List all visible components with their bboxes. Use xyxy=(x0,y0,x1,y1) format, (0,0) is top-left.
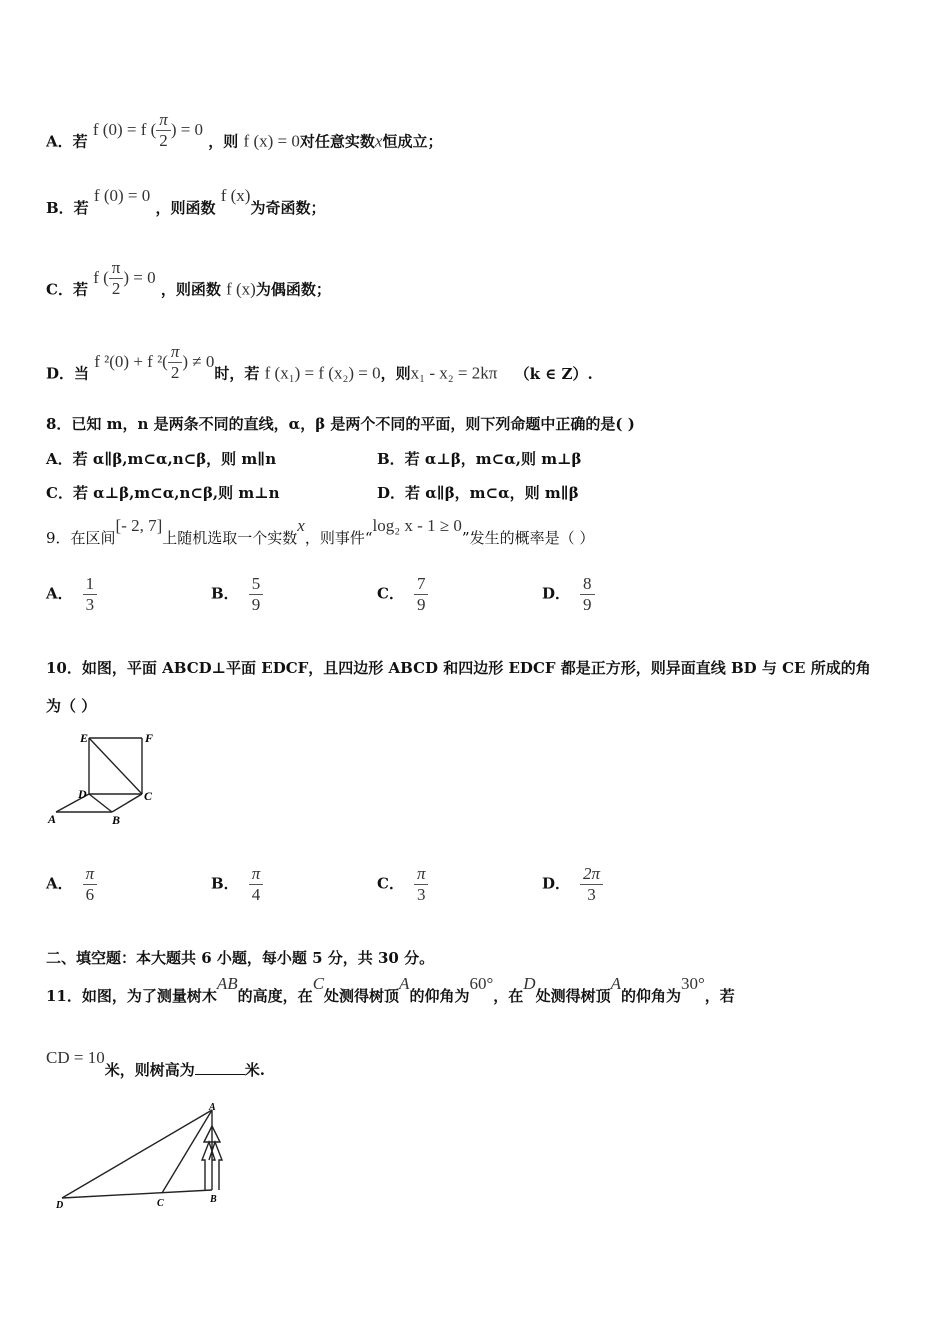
answer-blank[interactable] xyxy=(195,1060,245,1075)
denominator: 2 xyxy=(159,131,168,150)
text: 11．如图，为了测量树木 xyxy=(46,987,217,1005)
fraction xyxy=(156,110,171,151)
text: 的高度，在 xyxy=(237,987,313,1005)
math-expr: log₂ x - 1 ≥ 0 xyxy=(372,516,462,535)
text: 为奇函数； xyxy=(250,199,326,217)
math-expr: f (0) = 0 xyxy=(93,186,151,205)
q9-option-c xyxy=(377,574,428,615)
math-var: AB xyxy=(216,974,238,993)
numerator: 1 xyxy=(83,574,98,595)
section-heading: 二、填空题：本大题共 6 小题，每小题 5 分，共 30 分。 xyxy=(46,949,435,967)
line-db xyxy=(62,1190,212,1198)
text: 时，若 xyxy=(214,364,260,383)
numerator: π xyxy=(414,864,429,885)
math-expr: CD = 10 xyxy=(46,1048,105,1067)
q8-option-a: A．若 α∥β,m⊂α,n⊂β，则 m∥n xyxy=(46,450,277,468)
fraction xyxy=(168,342,183,383)
q10-stem-line1: 10．如图，平面 ABCD⊥平面 EDCF，且四边形 ABCD 和四边形 EDCF 都是正方形，则异面直线 BD 与 CE 所成的角 xyxy=(46,659,871,677)
math-expr: x₁ - x₂ = 2kπ xyxy=(410,363,498,383)
fraction xyxy=(580,864,603,905)
text: 处测得树顶 xyxy=(535,987,611,1005)
math-expr: f ( xyxy=(93,267,109,287)
numerator: 2π xyxy=(580,864,603,885)
text: ，则事件“ xyxy=(304,529,373,547)
label-f: F xyxy=(145,731,154,745)
denominator: 6 xyxy=(85,885,95,904)
q11-stem-line1 xyxy=(46,974,735,1006)
math-expr: f (x) = 0 xyxy=(243,131,300,151)
denominator: 3 xyxy=(85,595,95,614)
denominator: 2 xyxy=(111,279,121,298)
text: 的仰角为 xyxy=(409,987,470,1005)
q8-option-d: D．若 α∥β，m⊂α，则 m∥β xyxy=(377,484,579,502)
q10-option-c xyxy=(377,864,428,905)
q7-option-d xyxy=(46,342,593,395)
math-var: x xyxy=(297,516,305,535)
fraction xyxy=(414,574,429,615)
label-b: B xyxy=(210,1194,217,1205)
q9-option-a xyxy=(46,574,97,615)
math-expr: ) = 0 xyxy=(170,119,204,139)
fraction xyxy=(414,864,429,905)
math-expr: f (x) xyxy=(226,279,256,299)
fraction xyxy=(249,574,264,615)
q7-option-b xyxy=(46,186,326,218)
option-label: B．若 xyxy=(46,199,89,217)
numerator: π xyxy=(83,864,98,885)
q10-option-a xyxy=(46,864,97,905)
math-expr: f (x₁) = f (x₂) = 0 xyxy=(264,363,381,383)
q7-option-a xyxy=(46,110,443,163)
denominator: 3 xyxy=(587,885,596,904)
math-expr: [- 2, 7] xyxy=(115,516,163,535)
label-a: A xyxy=(48,812,57,826)
option-label: A．若 xyxy=(46,132,88,151)
numerator: π xyxy=(168,342,183,363)
text: 恒成立； xyxy=(382,132,443,151)
denominator: 9 xyxy=(583,595,592,614)
text: ，则函数 xyxy=(160,280,221,299)
text: ，在 xyxy=(493,987,524,1005)
edge-ec xyxy=(89,738,142,794)
math-expr: f (0) = f ( xyxy=(92,119,157,139)
denominator: 4 xyxy=(251,885,261,904)
math-var: C xyxy=(312,974,325,993)
label-a: A xyxy=(209,1102,216,1113)
q9-stem xyxy=(46,516,595,548)
math-expr: 60° xyxy=(469,974,494,993)
fraction xyxy=(109,258,124,299)
text: 米. xyxy=(244,1061,265,1079)
math-var: D xyxy=(523,974,536,993)
denominator: 2 xyxy=(170,363,180,382)
q9-option-b xyxy=(211,574,263,615)
line-da xyxy=(62,1110,212,1198)
math-expr: ) = 0 xyxy=(123,267,156,287)
text: ，若 xyxy=(704,987,735,1005)
math-expr: ) ≠ 0 xyxy=(182,351,215,371)
q8-option-c: C．若 α⊥β,m⊂α,n⊂β,则 m⊥n xyxy=(46,484,280,502)
numerator: 7 xyxy=(414,574,429,595)
label-d: D xyxy=(56,1200,64,1211)
fraction xyxy=(580,574,595,615)
q11-figure xyxy=(52,1102,242,1212)
numerator: 5 xyxy=(249,574,264,595)
option-label: D． xyxy=(542,584,571,603)
q8-stem: 8．已知 m，n 是两条不同的直线，α，β 是两个不同的平面，则下列命题中正确的是( ) xyxy=(46,415,635,433)
option-label: C． xyxy=(377,874,404,893)
q8-option-b: B．若 α⊥β，m⊂α,则 m⊥β xyxy=(377,450,582,468)
text: ”发生的概率是（ ） xyxy=(461,529,595,547)
denominator: 9 xyxy=(251,595,261,614)
text: ，则 xyxy=(380,364,411,383)
math-expr: f (x) xyxy=(220,186,251,205)
q7-option-c xyxy=(46,258,331,311)
text: 9．在区间 xyxy=(46,529,116,547)
q10-option-b xyxy=(211,864,263,905)
option-label: B． xyxy=(211,874,239,893)
math-var: A xyxy=(610,974,621,993)
numerator: 8 xyxy=(580,574,595,595)
text: 处测得树顶 xyxy=(324,987,400,1005)
q9-option-d xyxy=(542,574,595,615)
label-b: B xyxy=(112,813,121,827)
option-label: D． xyxy=(542,874,571,893)
edge-bc xyxy=(112,794,142,812)
edge-db xyxy=(89,794,112,812)
label-d: D xyxy=(78,787,87,801)
text: 为偶函数； xyxy=(255,280,331,299)
option-label: A． xyxy=(46,874,73,893)
fraction xyxy=(83,864,98,905)
text: 对任意实数 xyxy=(299,132,375,151)
fraction xyxy=(249,864,264,905)
denominator: 9 xyxy=(416,595,426,614)
text: ，则函数 xyxy=(155,199,216,217)
fraction xyxy=(83,574,98,615)
option-label: C． xyxy=(377,584,404,603)
option-label: D．当 xyxy=(46,364,90,383)
numerator: π xyxy=(109,258,124,279)
text: （k ∈ Z）. xyxy=(514,364,593,383)
math-var: A xyxy=(399,974,410,993)
text: 的仰角为 xyxy=(620,987,681,1005)
numerator: π xyxy=(249,864,264,885)
label-e: E xyxy=(80,731,89,745)
math-var: x xyxy=(374,131,383,151)
text: 上随机选取一个实数 xyxy=(162,529,298,547)
math-expr: f ²(0) + f ²( xyxy=(94,351,168,371)
text: ，则 xyxy=(208,132,239,151)
option-label: C．若 xyxy=(46,280,88,299)
q10-option-d xyxy=(542,864,603,905)
denominator: 3 xyxy=(416,885,426,904)
q11-stem-line2 xyxy=(46,1048,265,1080)
option-label: A． xyxy=(46,584,73,603)
option-label: B． xyxy=(211,584,239,603)
math-expr: 30° xyxy=(680,974,705,993)
q10-stem-line2: 为（ ） xyxy=(46,697,97,715)
label-c: C xyxy=(144,789,153,803)
label-c: C xyxy=(157,1198,164,1209)
numerator: π xyxy=(156,110,171,131)
text: 米，则树高为 xyxy=(104,1061,195,1079)
q10-figure xyxy=(44,728,174,828)
